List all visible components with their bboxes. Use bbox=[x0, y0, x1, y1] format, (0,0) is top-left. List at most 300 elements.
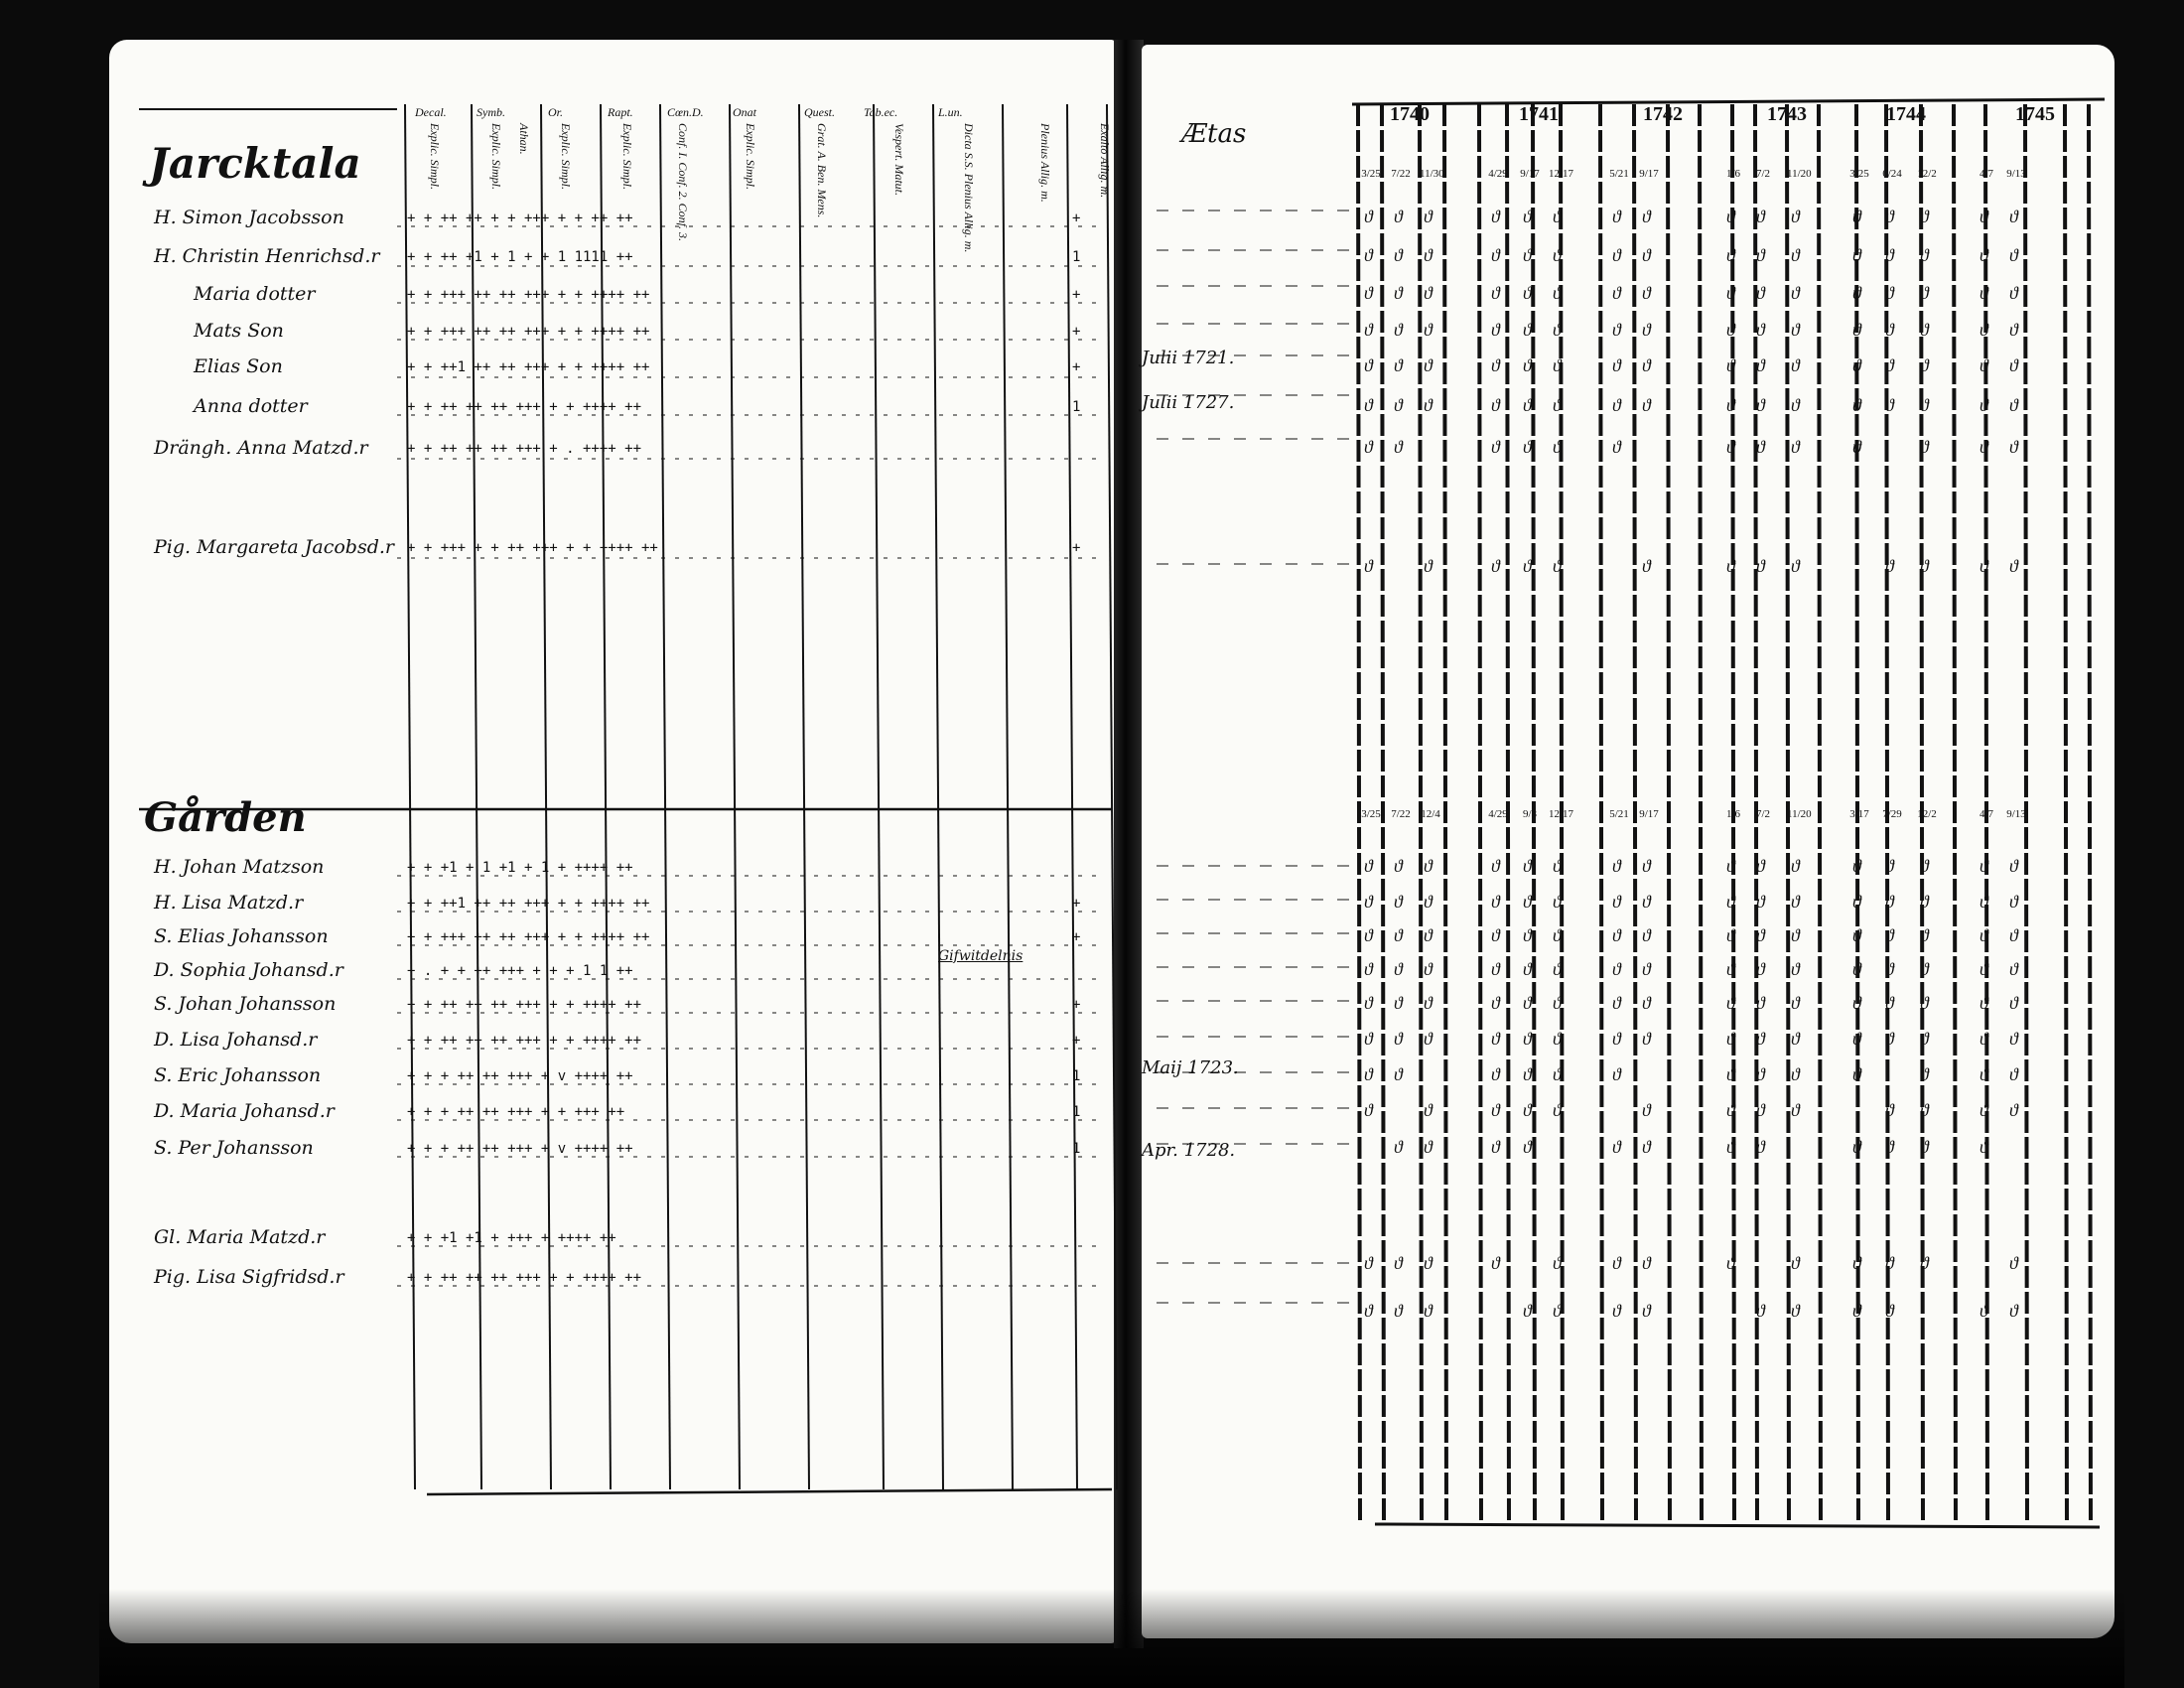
attendance-mark: ϑ bbox=[1394, 856, 1403, 876]
visit-date: 5/21 bbox=[1609, 808, 1629, 820]
column-subheader: Explic. Simpl. bbox=[428, 123, 442, 190]
attendance-mark: ϑ bbox=[1491, 1029, 1500, 1049]
person-name: Pig. Lisa Sigfridsd.r bbox=[154, 1266, 344, 1288]
attendance-mark: ϑ bbox=[1979, 437, 1988, 457]
attendance-mark: ϑ bbox=[2009, 245, 2018, 265]
column-header: Cœn.D. bbox=[667, 105, 704, 119]
attendance-mark: ϑ bbox=[2009, 1301, 2018, 1321]
attendance-mark: ϑ bbox=[1642, 1100, 1651, 1120]
attendance-mark: ϑ bbox=[1553, 1064, 1562, 1084]
rule-line bbox=[1886, 104, 1888, 1524]
attendance-mark: ϑ bbox=[1642, 207, 1651, 226]
visit-date: 9/17 bbox=[1639, 168, 1659, 180]
visit-date: 9/13 bbox=[2006, 168, 2026, 180]
attendance-mark: ϑ bbox=[1920, 1029, 1929, 1049]
attendance-mark: ϑ bbox=[1491, 320, 1500, 340]
attendance-mark: ϑ bbox=[1852, 993, 1861, 1013]
attendance-mark: ϑ bbox=[1885, 245, 1894, 265]
attendance-mark: ϑ bbox=[1852, 395, 1861, 415]
attendance-mark: ϑ bbox=[1885, 355, 1894, 375]
attendance-mark: ϑ bbox=[1612, 892, 1621, 912]
attendance-mark: ϑ bbox=[1726, 283, 1735, 303]
rule-line bbox=[541, 104, 551, 1489]
attendance-mark: ϑ bbox=[1364, 892, 1373, 912]
attendance-mark: ϑ bbox=[1791, 395, 1800, 415]
attendance-mark: ϑ bbox=[1979, 283, 1988, 303]
attendance-mark: ϑ bbox=[1553, 355, 1562, 375]
attendance-mark: ϑ bbox=[1424, 892, 1433, 912]
birth-note-4: Apr. 1728. bbox=[1142, 1140, 1236, 1161]
attendance-mark: ϑ bbox=[1791, 856, 1800, 876]
catechism-marks: + + ++ ++ ++ +++ + + ++++ ++ bbox=[407, 399, 642, 415]
attendance-mark: ϑ bbox=[1726, 395, 1735, 415]
attendance-mark: ϑ bbox=[1523, 925, 1532, 945]
lord-supper-mark: + bbox=[1072, 929, 1081, 945]
catechism-marks: + + +++ ++ ++ +++ + + ++++ ++ bbox=[407, 287, 650, 303]
rule-line bbox=[1787, 104, 1789, 1524]
attendance-mark: ϑ bbox=[1364, 207, 1373, 226]
attendance-mark: ϑ bbox=[1553, 892, 1562, 912]
attendance-mark: ϑ bbox=[1920, 207, 1929, 226]
attendance-mark: ϑ bbox=[1491, 1137, 1500, 1157]
attendance-mark: ϑ bbox=[1612, 437, 1621, 457]
attendance-mark: ϑ bbox=[2009, 207, 2018, 226]
rule-line bbox=[1382, 104, 1384, 1524]
attendance-mark: ϑ bbox=[1791, 925, 1800, 945]
attendance-mark: ϑ bbox=[1852, 245, 1861, 265]
attendance-mark: ϑ bbox=[1726, 925, 1735, 945]
attendance-mark: ϑ bbox=[1852, 437, 1861, 457]
attendance-mark: ϑ bbox=[1756, 1137, 1765, 1157]
attendance-mark: ϑ bbox=[1979, 395, 1988, 415]
attendance-mark: ϑ bbox=[1424, 1253, 1433, 1273]
catechism-marks: + + ++ ++ + + +++ + + ++ ++ bbox=[407, 211, 633, 226]
rule-line bbox=[1634, 104, 1636, 1524]
attendance-mark: ϑ bbox=[1979, 1301, 1988, 1321]
visit-date: 7/22 bbox=[1391, 808, 1411, 820]
lord-supper-mark: + bbox=[1072, 211, 1081, 226]
attendance-mark: ϑ bbox=[1642, 395, 1651, 415]
column-subheader: Grat. A. Ben. Mens. bbox=[815, 123, 829, 218]
attendance-mark: ϑ bbox=[1979, 245, 1988, 265]
attendance-mark: ϑ bbox=[1394, 959, 1403, 979]
attendance-mark: ϑ bbox=[1920, 395, 1929, 415]
attendance-mark: ϑ bbox=[1920, 856, 1929, 876]
person-name: Mats Son bbox=[194, 320, 284, 342]
attendance-mark: ϑ bbox=[1979, 993, 1988, 1013]
column-subheader: Explic. Simpl. bbox=[489, 123, 503, 190]
attendance-mark: ϑ bbox=[1756, 556, 1765, 576]
catechism-marks: + + +++ ++ ++ +++ + + ++++ ++ bbox=[407, 929, 650, 945]
attendance-mark: ϑ bbox=[1885, 1029, 1894, 1049]
attendance-mark: ϑ bbox=[1885, 207, 1894, 226]
rule-line bbox=[1507, 104, 1509, 1524]
rule-line bbox=[2089, 104, 2091, 1524]
attendance-mark: ϑ bbox=[1920, 283, 1929, 303]
visit-date: 11/30 bbox=[1420, 168, 1444, 180]
attendance-mark: ϑ bbox=[1394, 925, 1403, 945]
attendance-mark: ϑ bbox=[1523, 1301, 1532, 1321]
attendance-mark: ϑ bbox=[1491, 437, 1500, 457]
attendance-mark: ϑ bbox=[1553, 1253, 1562, 1273]
visit-date: 4/29 bbox=[1488, 168, 1508, 180]
visit-date: 3/25 bbox=[1849, 168, 1869, 180]
attendance-mark: ϑ bbox=[1612, 1253, 1621, 1273]
attendance-mark: ϑ bbox=[1394, 245, 1403, 265]
lord-supper-mark: + bbox=[1072, 324, 1081, 340]
attendance-mark: ϑ bbox=[1791, 245, 1800, 265]
attendance-mark: ϑ bbox=[1523, 856, 1532, 876]
rule-line bbox=[874, 104, 884, 1489]
attendance-mark: ϑ bbox=[1756, 437, 1765, 457]
attendance-mark: ϑ bbox=[1523, 207, 1532, 226]
attendance-mark: ϑ bbox=[1756, 395, 1765, 415]
attendance-mark: ϑ bbox=[1920, 892, 1929, 912]
attendance-mark: ϑ bbox=[1920, 993, 1929, 1013]
attendance-mark: ϑ bbox=[1394, 1137, 1403, 1157]
visit-date: 1/6 bbox=[1725, 808, 1741, 820]
visit-date: 3/17 bbox=[1849, 808, 1869, 820]
attendance-mark: ϑ bbox=[1726, 207, 1735, 226]
lord-supper-mark: 1 bbox=[1072, 249, 1081, 265]
attendance-mark: ϑ bbox=[1553, 437, 1562, 457]
rule-line bbox=[1003, 104, 1013, 1489]
birth-note-2: Julii 1727. bbox=[1142, 392, 1235, 413]
attendance-mark: ϑ bbox=[1791, 207, 1800, 226]
rule-line bbox=[1819, 104, 1821, 1524]
attendance-mark: ϑ bbox=[1491, 959, 1500, 979]
person-name: S. Per Johansson bbox=[154, 1137, 314, 1159]
attendance-mark: ϑ bbox=[1364, 395, 1373, 415]
attendance-mark: ϑ bbox=[1756, 993, 1765, 1013]
attendance-mark: ϑ bbox=[1642, 959, 1651, 979]
attendance-mark: ϑ bbox=[1756, 892, 1765, 912]
attendance-mark: ϑ bbox=[1364, 556, 1373, 576]
attendance-mark: ϑ bbox=[1885, 556, 1894, 576]
attendance-mark: ϑ bbox=[1424, 993, 1433, 1013]
attendance-mark: ϑ bbox=[1920, 925, 1929, 945]
birth-note-3: Maij 1723. bbox=[1142, 1057, 1239, 1078]
attendance-mark: ϑ bbox=[1491, 856, 1500, 876]
person-name: H. Christin Henrichsd.r bbox=[154, 245, 380, 267]
rule-line bbox=[1533, 104, 1535, 1524]
attendance-mark: ϑ bbox=[1726, 320, 1735, 340]
attendance-mark: ϑ bbox=[1523, 892, 1532, 912]
column-subheader: Vespert. Matut. bbox=[892, 123, 906, 196]
attendance-mark: ϑ bbox=[1885, 320, 1894, 340]
attendance-mark: ϑ bbox=[1491, 245, 1500, 265]
rule-line bbox=[601, 104, 611, 1489]
person-name: S. Elias Johansson bbox=[154, 925, 329, 947]
person-name: D. Sophia Johansd.r bbox=[154, 959, 343, 981]
attendance-mark: ϑ bbox=[2009, 355, 2018, 375]
column-header: Decal. bbox=[415, 105, 447, 119]
attendance-mark: ϑ bbox=[1553, 1301, 1562, 1321]
visit-date: 9/13 bbox=[2006, 808, 2026, 820]
attendance-mark: ϑ bbox=[1852, 1029, 1861, 1049]
attendance-mark: ϑ bbox=[1791, 1301, 1800, 1321]
attendance-mark: ϑ bbox=[1852, 925, 1861, 945]
attendance-mark: ϑ bbox=[1642, 925, 1651, 945]
attendance-mark: ϑ bbox=[2009, 993, 2018, 1013]
attendance-mark: ϑ bbox=[1491, 1253, 1500, 1273]
attendance-mark: ϑ bbox=[1523, 437, 1532, 457]
attendance-mark: ϑ bbox=[1791, 283, 1800, 303]
attendance-mark: ϑ bbox=[1394, 1064, 1403, 1084]
year-label: 1740 bbox=[1390, 103, 1430, 125]
attendance-mark: ϑ bbox=[1612, 1301, 1621, 1321]
attendance-mark: ϑ bbox=[1642, 355, 1651, 375]
visit-date: 7/22 bbox=[1391, 168, 1411, 180]
attendance-mark: ϑ bbox=[1920, 355, 1929, 375]
attendance-mark: ϑ bbox=[1726, 355, 1735, 375]
attendance-mark: ϑ bbox=[1553, 856, 1562, 876]
attendance-mark: ϑ bbox=[1612, 207, 1621, 226]
attendance-mark: ϑ bbox=[1491, 1064, 1500, 1084]
attendance-mark: ϑ bbox=[1424, 283, 1433, 303]
attendance-mark: ϑ bbox=[2009, 437, 2018, 457]
attendance-mark: ϑ bbox=[1642, 245, 1651, 265]
attendance-mark: ϑ bbox=[1756, 207, 1765, 226]
person-name: S. Eric Johansson bbox=[154, 1064, 322, 1086]
rule-line bbox=[2025, 104, 2027, 1524]
attendance-mark: ϑ bbox=[1364, 959, 1373, 979]
attendance-mark: ϑ bbox=[1726, 1137, 1735, 1157]
attendance-mark: ϑ bbox=[1791, 959, 1800, 979]
attendance-mark: ϑ bbox=[1553, 320, 1562, 340]
attendance-mark: ϑ bbox=[1979, 1137, 1988, 1157]
attendance-mark: ϑ bbox=[1523, 320, 1532, 340]
attendance-mark: ϑ bbox=[1364, 856, 1373, 876]
attendance-mark: ϑ bbox=[1979, 892, 1988, 912]
attendance-mark: ϑ bbox=[2009, 925, 2018, 945]
attendance-mark: ϑ bbox=[1424, 1301, 1433, 1321]
attendance-mark: ϑ bbox=[1642, 1137, 1651, 1157]
attendance-mark: ϑ bbox=[2009, 892, 2018, 912]
attendance-mark: ϑ bbox=[1394, 1029, 1403, 1049]
attendance-mark: ϑ bbox=[1756, 925, 1765, 945]
attendance-mark: ϑ bbox=[1491, 283, 1500, 303]
attendance-mark: ϑ bbox=[1852, 1301, 1861, 1321]
visit-date: 12/17 bbox=[1549, 168, 1574, 180]
attendance-mark: ϑ bbox=[1523, 283, 1532, 303]
rule-line bbox=[1668, 104, 1670, 1524]
attendance-mark: ϑ bbox=[1364, 1301, 1373, 1321]
attendance-mark: ϑ bbox=[1726, 993, 1735, 1013]
attendance-mark: ϑ bbox=[1756, 283, 1765, 303]
column-header: L.un. bbox=[938, 105, 963, 119]
attendance-mark: ϑ bbox=[1642, 993, 1651, 1013]
attendance-mark: ϑ bbox=[1491, 892, 1500, 912]
attendance-mark: ϑ bbox=[1612, 1064, 1621, 1084]
person-name: D. Lisa Johansd.r bbox=[154, 1029, 318, 1051]
attendance-mark: ϑ bbox=[1791, 355, 1800, 375]
attendance-mark: ϑ bbox=[1726, 1253, 1735, 1273]
attendance-mark: ϑ bbox=[1791, 437, 1800, 457]
attendance-mark: ϑ bbox=[1642, 556, 1651, 576]
column-subheader: Exalto Allig. m. bbox=[1098, 123, 1112, 199]
attendance-mark: ϑ bbox=[1885, 856, 1894, 876]
attendance-mark: ϑ bbox=[1920, 1253, 1929, 1273]
rule-line bbox=[1375, 1524, 2100, 1527]
attendance-mark: ϑ bbox=[1885, 395, 1894, 415]
attendance-mark: ϑ bbox=[1920, 959, 1929, 979]
attendance-mark: ϑ bbox=[1726, 856, 1735, 876]
catechism-marks: + + ++ ++ ++ +++ + + ++++ ++ bbox=[407, 1033, 642, 1049]
rule-line bbox=[1358, 104, 1360, 1524]
attendance-mark: ϑ bbox=[1642, 1029, 1651, 1049]
visit-date: 4/29 bbox=[1488, 808, 1508, 820]
attendance-mark: ϑ bbox=[1394, 283, 1403, 303]
visit-date: 12/2 bbox=[1917, 808, 1937, 820]
attendance-mark: ϑ bbox=[1553, 925, 1562, 945]
attendance-mark: ϑ bbox=[1726, 959, 1735, 979]
column-subheader: Explic. Simpl. bbox=[744, 123, 757, 190]
visit-date: 4/7 bbox=[1979, 808, 1994, 820]
attendance-mark: ϑ bbox=[1612, 245, 1621, 265]
attendance-mark: ϑ bbox=[1920, 556, 1929, 576]
attendance-mark: ϑ bbox=[1756, 1301, 1765, 1321]
visit-date: 6/24 bbox=[1882, 168, 1902, 180]
column-subheader: Explic. Simpl. bbox=[559, 123, 573, 190]
visit-date: 12/2 bbox=[1917, 168, 1937, 180]
attendance-mark: ϑ bbox=[1920, 1064, 1929, 1084]
attendance-mark: ϑ bbox=[1612, 993, 1621, 1013]
lord-supper-mark: + bbox=[1072, 287, 1081, 303]
attendance-mark: ϑ bbox=[1364, 355, 1373, 375]
attendance-mark: ϑ bbox=[1642, 1301, 1651, 1321]
attendance-mark: ϑ bbox=[1424, 959, 1433, 979]
attendance-mark: ϑ bbox=[1979, 320, 1988, 340]
person-name: S. Johan Johansson bbox=[154, 993, 337, 1015]
person-name: Drängh. Anna Matzd.r bbox=[154, 437, 368, 459]
attendance-mark: ϑ bbox=[1394, 892, 1403, 912]
column-subheader: Athan. bbox=[517, 123, 531, 155]
attendance-mark: ϑ bbox=[1756, 1029, 1765, 1049]
rule-line bbox=[1444, 104, 1446, 1524]
attendance-mark: ϑ bbox=[1424, 395, 1433, 415]
attendance-mark: ϑ bbox=[1852, 207, 1861, 226]
attendance-mark: ϑ bbox=[1642, 1253, 1651, 1273]
attendance-mark: ϑ bbox=[1491, 355, 1500, 375]
attendance-mark: ϑ bbox=[1979, 1029, 1988, 1049]
attendance-mark: ϑ bbox=[1920, 1100, 1929, 1120]
attendance-mark: ϑ bbox=[1424, 245, 1433, 265]
attendance-mark: ϑ bbox=[1791, 556, 1800, 576]
attendance-mark: ϑ bbox=[2009, 1253, 2018, 1273]
attendance-mark: ϑ bbox=[1885, 1100, 1894, 1120]
attendance-mark: ϑ bbox=[1726, 1029, 1735, 1049]
attendance-mark: ϑ bbox=[1726, 437, 1735, 457]
catechism-marks: + + ++ ++ ++ +++ + . ++++ ++ bbox=[407, 441, 642, 457]
attendance-mark: ϑ bbox=[1885, 892, 1894, 912]
lord-supper-mark: + bbox=[1072, 896, 1081, 912]
lord-supper-mark: 1 bbox=[1072, 1104, 1081, 1120]
column-subheader: Dicta S.S. Plenius Allig. m. bbox=[962, 123, 976, 253]
lord-supper-mark: 1 bbox=[1072, 1141, 1081, 1157]
attendance-mark: ϑ bbox=[1612, 959, 1621, 979]
attendance-mark: ϑ bbox=[1885, 283, 1894, 303]
attendance-mark: ϑ bbox=[1756, 320, 1765, 340]
column-header: Or. bbox=[548, 105, 564, 119]
attendance-mark: ϑ bbox=[1364, 320, 1373, 340]
rule-line bbox=[799, 104, 809, 1489]
person-name: H. Lisa Matzd.r bbox=[154, 892, 304, 914]
attendance-mark: ϑ bbox=[1791, 320, 1800, 340]
rule-line bbox=[1985, 104, 1987, 1524]
attendance-mark: ϑ bbox=[1491, 925, 1500, 945]
attendance-mark: ϑ bbox=[1756, 245, 1765, 265]
attendance-mark: ϑ bbox=[1523, 556, 1532, 576]
catechism-marks: + + + ++ ++ +++ + v ++++ ++ bbox=[407, 1068, 633, 1084]
attendance-mark: ϑ bbox=[1756, 959, 1765, 979]
attendance-mark: ϑ bbox=[1852, 1064, 1861, 1084]
visit-date: 9/17 bbox=[1520, 168, 1540, 180]
column-header: Rapt. bbox=[608, 105, 633, 119]
attendance-mark: ϑ bbox=[1852, 355, 1861, 375]
attendance-mark: ϑ bbox=[1523, 1029, 1532, 1049]
attendance-mark: ϑ bbox=[1491, 993, 1500, 1013]
rule-line bbox=[1107, 104, 1117, 1489]
attendance-mark: ϑ bbox=[1491, 207, 1500, 226]
rule-line bbox=[1420, 104, 1422, 1524]
attendance-mark: ϑ bbox=[1979, 556, 1988, 576]
attendance-mark: ϑ bbox=[1920, 320, 1929, 340]
year-label: 1742 bbox=[1643, 103, 1683, 125]
attendance-mark: ϑ bbox=[1885, 1301, 1894, 1321]
attendance-mark: ϑ bbox=[1885, 993, 1894, 1013]
attendance-mark: ϑ bbox=[1852, 283, 1861, 303]
attendance-mark: ϑ bbox=[1642, 856, 1651, 876]
section-title-jarcktala: Jarcktala bbox=[149, 139, 361, 188]
visit-date: 7/2 bbox=[1755, 168, 1771, 180]
catechism-marks: + + +++ ++ ++ +++ + + ++++ ++ bbox=[407, 324, 650, 340]
attendance-mark: ϑ bbox=[2009, 1100, 2018, 1120]
person-name: Maria dotter bbox=[194, 283, 316, 305]
attendance-mark: ϑ bbox=[1642, 283, 1651, 303]
attendance-mark: ϑ bbox=[1553, 556, 1562, 576]
rule-line bbox=[660, 104, 670, 1489]
attendance-mark: ϑ bbox=[1612, 1029, 1621, 1049]
lord-supper-mark: + bbox=[1072, 540, 1081, 556]
person-name: H. Simon Jacobsson bbox=[154, 207, 344, 228]
attendance-mark: ϑ bbox=[1523, 959, 1532, 979]
person-name: Anna dotter bbox=[194, 395, 308, 417]
annotation-gifwitdelnis: Gifwitdelnis bbox=[938, 948, 1024, 964]
attendance-mark: ϑ bbox=[1791, 1029, 1800, 1049]
attendance-mark: ϑ bbox=[1612, 856, 1621, 876]
attendance-mark: ϑ bbox=[1791, 892, 1800, 912]
attendance-mark: ϑ bbox=[1852, 856, 1861, 876]
attendance-mark: ϑ bbox=[1424, 207, 1433, 226]
attendance-mark: ϑ bbox=[1852, 959, 1861, 979]
attendance-mark: ϑ bbox=[1364, 993, 1373, 1013]
catechism-marks: + + ++ +1 + 1 + + 1 1111 ++ bbox=[407, 249, 633, 265]
column-header: Tab.ec. bbox=[864, 105, 898, 119]
attendance-mark: ϑ bbox=[1553, 1100, 1562, 1120]
attendance-mark: ϑ bbox=[1612, 320, 1621, 340]
attendance-mark: ϑ bbox=[1756, 1100, 1765, 1120]
rule-line bbox=[1921, 104, 1923, 1524]
attendance-mark: ϑ bbox=[1424, 925, 1433, 945]
attendance-mark: ϑ bbox=[1852, 1137, 1861, 1157]
column-subheader: Plenius Allig. m. bbox=[1038, 123, 1052, 203]
attendance-mark: ϑ bbox=[1394, 320, 1403, 340]
section-title-garden: Gården bbox=[144, 794, 307, 841]
lord-supper-mark: + bbox=[1072, 1033, 1081, 1049]
catechism-marks: + . + + ++ +++ + + + 1 1 ++ bbox=[407, 963, 633, 979]
attendance-mark: ϑ bbox=[1424, 1029, 1433, 1049]
